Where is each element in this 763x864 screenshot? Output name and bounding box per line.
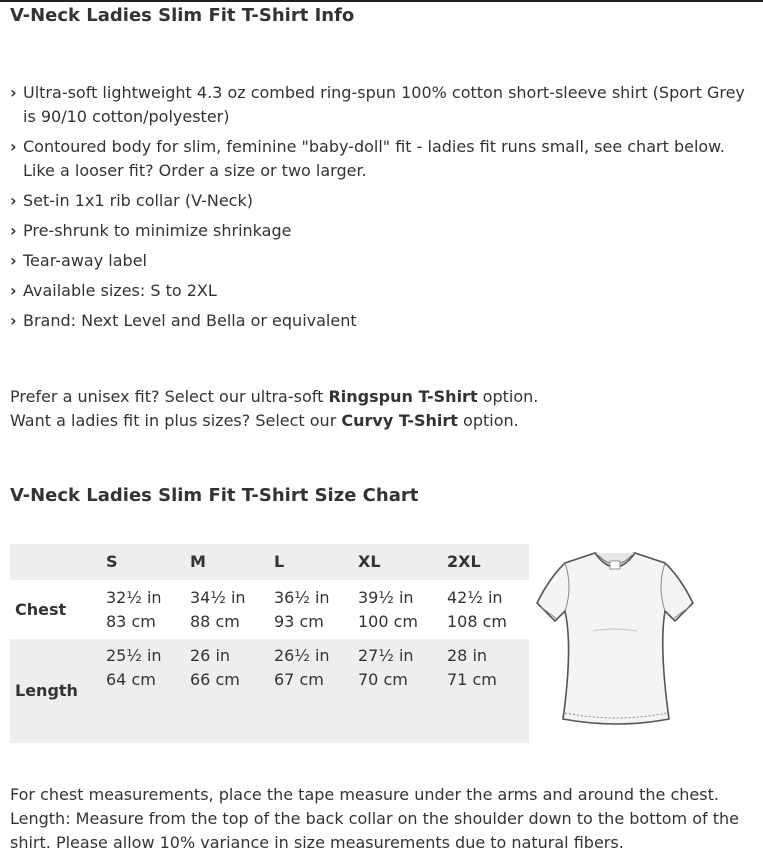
size-header-row — [10, 544, 529, 580]
corner-cell — [10, 544, 106, 580]
chest-label: Chest — [15, 599, 67, 619]
chest-row — [10, 580, 529, 639]
ringspun-tshirt-link[interactable]: Ringspun T-Shirt — [328, 387, 478, 406]
measurement-instructions — [10, 783, 755, 855]
length-row — [10, 639, 529, 743]
length-instructions: Length: Measure from the top of the back collar on the shoulder down to the bottom of the shirt. Please allow 10% variance in size measurements due to natural fibers. — [10, 809, 739, 852]
feature-item: › Ultra-soft lightweight 4.3 oz combed ring-spun 100% cotton short-sleeve shirt (Sport Grey is 90/10 cotton/polyester) — [10, 81, 755, 129]
length-cell: 25½ in 64 cm — [106, 646, 162, 689]
feature-item: › Brand: Next Level and Bella or equivalent — [10, 309, 755, 333]
feature-item: › Available sizes: S to 2XL — [10, 279, 755, 303]
fit-suggestions — [10, 385, 538, 433]
length-cell: 27½ in 70 cm — [358, 646, 414, 689]
info-title: V-Neck Ladies Slim Fit T-Shirt Info — [10, 5, 355, 26]
tshirt-illustration — [535, 547, 695, 730]
length-cell: 26 in 66 cm — [190, 646, 240, 689]
chest-cell: 39½ in 100 cm — [358, 587, 419, 631]
chest-instructions: For chest measurements, place the tape measure under the arms and around the chest. — [10, 785, 719, 804]
size-chart-table — [10, 544, 529, 743]
chest-cell: 36½ in 93 cm — [274, 587, 330, 631]
size-header: S — [106, 552, 118, 571]
length-label: Length — [15, 681, 78, 700]
features-list — [10, 81, 755, 339]
top-divider — [0, 0, 763, 2]
chest-cell: 42½ in 108 cm — [447, 587, 508, 631]
curvy-tshirt-link[interactable]: Curvy T-Shirt — [341, 411, 458, 430]
shirt-label — [610, 561, 620, 569]
size-header: M — [190, 552, 206, 571]
feature-item: › Contoured body for slim, feminine "baby-doll" fit - ladies fit runs small, see chart below. Like a looser fit? Order a size or two larger. — [10, 135, 755, 183]
length-cell: 28 in 71 cm — [447, 646, 497, 689]
size-header: 2XL — [447, 552, 481, 571]
size-chart-title: V-Neck Ladies Slim Fit T-Shirt Size Chart — [10, 485, 419, 506]
size-header: L — [274, 552, 285, 571]
chest-cell: 32½ in 83 cm — [106, 587, 162, 631]
plus-size-suggestion: Want a ladies fit in plus sizes? Select our Curvy T-Shirt option. — [10, 411, 519, 430]
chest-cell: 34½ in 88 cm — [190, 587, 246, 631]
unisex-suggestion: Prefer a unisex fit? Select our ultra-soft Ringspun T-Shirt option. — [10, 387, 539, 406]
shirt-body — [537, 553, 693, 724]
size-header: XL — [358, 552, 381, 571]
feature-item: › Tear-away label — [10, 249, 755, 273]
length-cell: 26½ in 67 cm — [274, 646, 330, 689]
feature-item: › Pre-shrunk to minimize shrinkage — [10, 219, 755, 243]
feature-item: › Set-in 1x1 rib collar (V-Neck) — [10, 189, 755, 213]
